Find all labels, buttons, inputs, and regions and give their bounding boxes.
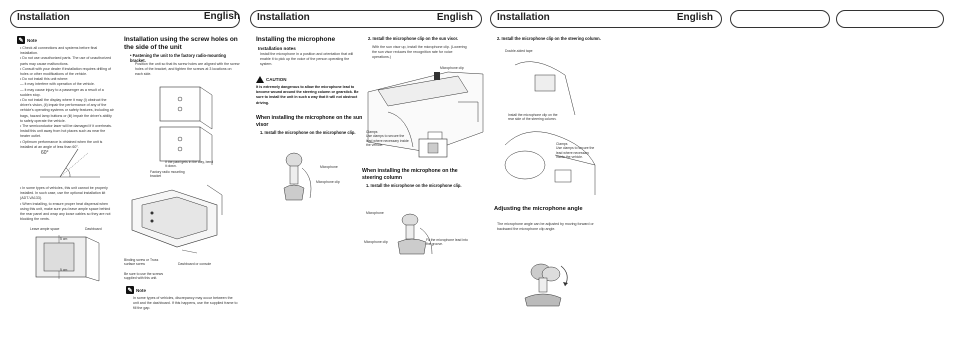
- blank-header-1: [730, 10, 830, 28]
- steering-column-diagram: [495, 55, 605, 195]
- dashboard-label: Dashboard: [85, 227, 102, 231]
- adjust-head: Adjusting the microphone angle: [494, 206, 583, 212]
- blank-header-2: [836, 10, 944, 28]
- mic-title: Installing the microphone: [256, 36, 336, 43]
- section-title: Installation: [257, 12, 310, 23]
- page-header-3: [250, 10, 482, 28]
- steering-step2: 2. Install the microphone clip on the steering column.: [497, 36, 601, 41]
- adjust-body: The microphone angle can be adjusted by moving forward or backward the microphone clip angle.: [497, 222, 594, 232]
- steering-step1: 1. Install the microphone on the microphone clip.: [366, 183, 462, 188]
- caption-install-rear: Install the microphone clip on the rear side of the steering column.: [508, 113, 558, 122]
- steering-head: When installing the microphone on the steering column: [362, 168, 458, 181]
- caption-mic-clip: Microphone clip: [316, 180, 340, 184]
- steering-clip-diagram: [390, 210, 440, 260]
- bracket-install-diagram: [122, 175, 232, 255]
- visor-step2-body: With the sun visor up, install the microphone clip. (Lowering the sun visor reduces the recognition rate for voice operations.): [372, 45, 467, 60]
- install-notes-body: Install the microphone in a position and orientation that will enable it to pick up the voice of the person operating the system.: [260, 52, 354, 67]
- mic-angle-diagram: [515, 258, 575, 308]
- caution-badge: CAUTION: [256, 76, 287, 83]
- dim-bottom: 5 cm: [60, 268, 68, 272]
- sun-visor-head: When installing the microphone on the sun visor: [256, 115, 363, 128]
- page-header-2: [122, 10, 240, 28]
- caption-binding-screw: Binding screw or Truss surface screw: [124, 258, 159, 267]
- note-badge: ✎ Note: [18, 37, 37, 44]
- angle-diagram: [30, 143, 110, 183]
- section-title: Installation: [17, 12, 70, 23]
- caution-body: It is extremely dangerous to allow the microphone lead to become wound around the steering column or gearstick. Be sure to install the unit in such a way that it will not obstruct driving.: [256, 85, 359, 105]
- visor-step2: 2. Install the microphone clip on the sun visor.: [368, 36, 459, 41]
- caption-be-sure: Be sure to use the screws supplied with this unit.: [124, 272, 164, 281]
- clamp-detail: [418, 138, 448, 158]
- sun-visor-step1: 1. Install the microphone on the microphone clip.: [260, 130, 356, 135]
- note-icon: ✎: [18, 37, 24, 44]
- caption-fit-lead: Fit the microphone lead into the groove.: [426, 238, 468, 247]
- notes-list-2: • In some types of vehicles, this unit cannot be properly installed. In such case, use the optional installation kit (ADT-VA133). • When installing, to ensure proper heat dispersal when using this unit, make sure you leave ample space behind the rear panel and wrap any loose cables so they are not blocking the vents.: [20, 186, 111, 222]
- caption-visor-clip: Microphone clip: [440, 66, 464, 70]
- caption-mic-clip-2: Microphone clip: [364, 240, 388, 244]
- note-body-2: In some types of vehicles, discrepancy may occur between the unit and the dashboard. If this happens, use the supplied frame to fill the gap.: [133, 296, 238, 311]
- note-badge-2: ✎ Note: [127, 287, 146, 294]
- caption-tape: Double-sided tape: [505, 49, 533, 53]
- caption-pawl: If the pawl gets in the way, bend it down.: [165, 160, 214, 169]
- section-title: Installation: [497, 12, 550, 23]
- angle-label: 60°: [41, 150, 49, 156]
- warning-icon: [256, 76, 264, 83]
- dim-top: 5 cm: [60, 237, 68, 241]
- caption-factory-bracket: Factory radio mounting bracket: [150, 170, 185, 179]
- caption-clamps-2: Clamps Use clamps to secure the lead where necessary inside the vehicle.: [556, 142, 595, 160]
- language-label: English: [203, 11, 240, 22]
- caption-dashboard: Dashboard or console: [178, 262, 212, 266]
- note-icon: ✎: [127, 287, 133, 294]
- caption-microphone: Microphone: [320, 165, 338, 169]
- screw-holes-title: Installation using the screw holes on the side of the unit: [124, 36, 238, 52]
- mic-clip-diagram: [272, 148, 322, 208]
- notes-list: • Check all connections and systems before final installation. • Do not use unauthorized parts. The use of unauthorized parts may cause malfunctions. • Consult with your dealer if installation requires drilling of holes or other modifications of the vehicle. • Do not install this unit where: — it may interfere with operation of the vehicle. — it may cause injury to a passenger as a result of a sudden stop. • Do not install the display where it may (i) obstruct the driver's vision, (ii) impair the performance of any of the vehicle's operating systems or safety features, including air bags, hazard lamp buttons or (iii) impair the driver's ability to safely operate the vehicle. • The semiconductor laser will be damaged if it overheats. Install this unit away from hot places such as near the heater outlet. • Optimum performance is obtained when the unit is installed at an angle of less than 60°.: [20, 46, 114, 149]
- leave-space-label: Leave ample space: [30, 227, 60, 231]
- language-label: English: [676, 12, 713, 23]
- step-fasten: • Fastening the unit to the factory radio-mounting bracket.: [130, 53, 227, 64]
- page-header-4: [490, 10, 722, 28]
- install-notes-head: Installation notes: [258, 46, 296, 51]
- caption-clamps: Clamps Use clamps to secure the lead where necessary inside the vehicle.: [366, 130, 409, 148]
- step-fasten-body: Position the unit so that its screw holes are aligned with the screw holes of the bracket, and tighten the screws at 3 locations on each side.: [135, 62, 240, 77]
- caption-mic-2: Microphone: [366, 211, 384, 215]
- unit-side-diagram: [150, 85, 220, 165]
- language-label: English: [436, 12, 473, 23]
